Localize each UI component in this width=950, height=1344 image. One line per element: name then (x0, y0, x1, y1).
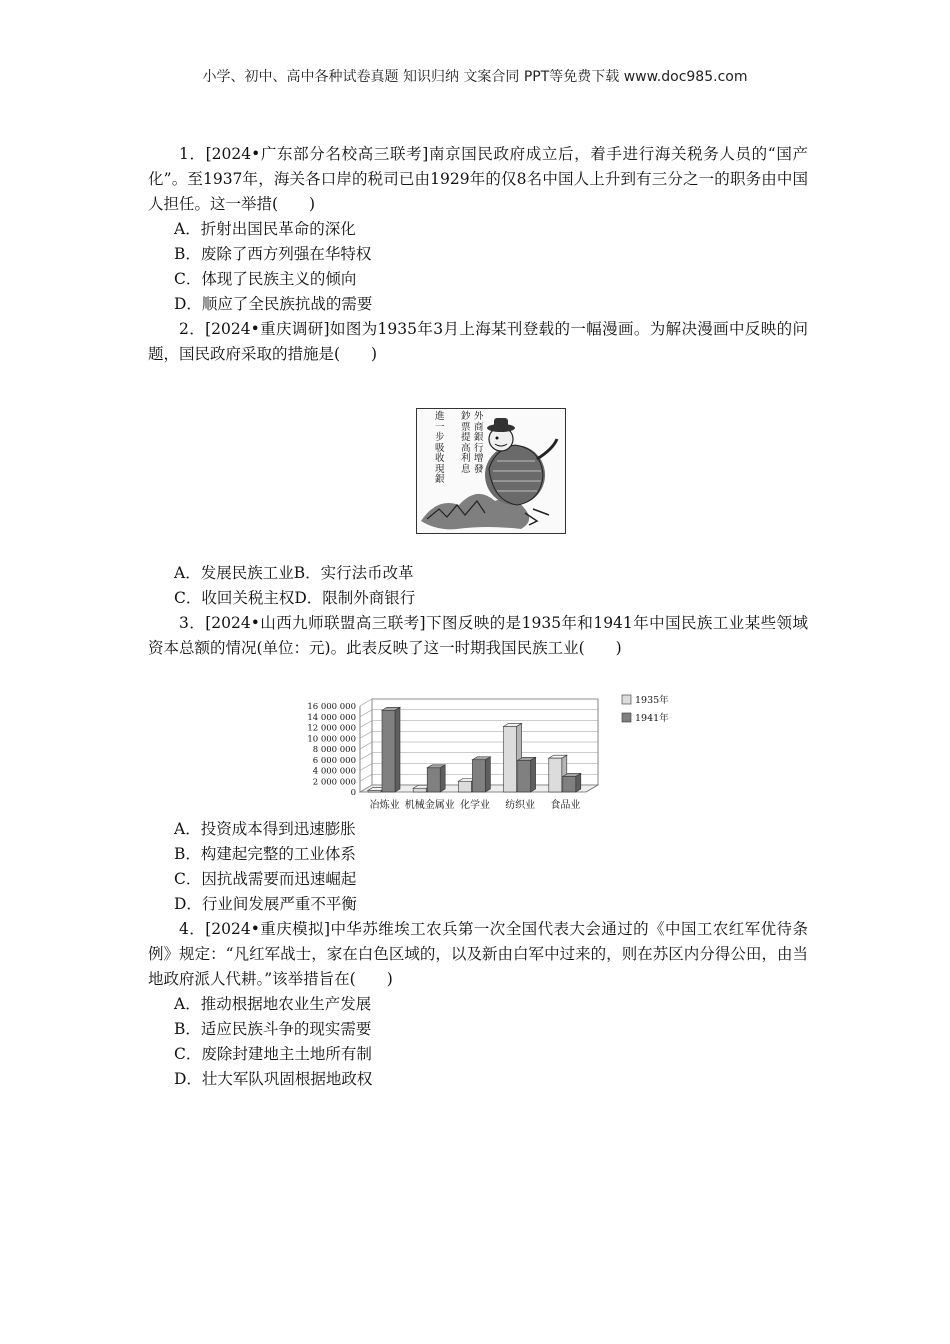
chart-bar-side (485, 757, 490, 792)
chart-y-tick-label: 0 (350, 788, 356, 798)
question-1-option-a: A．折射出国民革命的深化 (174, 220, 356, 238)
chart-bar (458, 781, 471, 792)
cartoon-caption-2: 鈔票提高利息 (461, 411, 471, 475)
chart-x-tick-label: 化学业 (460, 800, 490, 811)
chart-bar (504, 726, 517, 792)
chart-x-tick-label: 纺织业 (505, 800, 536, 811)
capital-bar-chart (148, 661, 808, 811)
chart-y-tick-label: 10 000 000 (307, 734, 356, 745)
chart-y-tick-label: 14 000 000 (307, 712, 356, 723)
chart-gridline-side (360, 764, 372, 771)
chart-y-tick-label: 8 000 000 (312, 745, 356, 755)
chart-legend-swatch (622, 695, 631, 704)
chart-bar (413, 788, 426, 792)
chart-gridline-side (360, 699, 372, 706)
question-2-option-ab: A．发展民族工业B．实行法币改革 (174, 564, 414, 582)
question-list (148, 142, 808, 1092)
chart-x-tick-label: 食品业 (550, 800, 581, 811)
question-3-option-a: A．投资成本得到迅速膨胀 (174, 820, 356, 838)
cartoon-image (416, 408, 566, 534)
question-1-option-c: C．体现了民族主义的倾向 (174, 270, 357, 288)
question-1-option-d: D．顺应了全民族抗战的需要 (174, 295, 373, 313)
chart-y-tick-label: 6 000 000 (312, 755, 356, 766)
chart-bar (549, 758, 562, 792)
cartoon-caption-3: 進一步吸收現銀 (435, 411, 445, 485)
chart-gridline-side (360, 731, 372, 738)
chart-y-tick-label: 16 000 000 (307, 702, 356, 712)
chart-x-tick-label: 机械金属业 (404, 800, 455, 811)
chart-bar-side (531, 757, 536, 792)
question-4-option-b: B．适应民族斗争的现实需要 (174, 1020, 372, 1038)
chart-bar (563, 776, 576, 792)
chart-bar (427, 768, 440, 792)
chart-bar (518, 760, 531, 792)
question-1-stem: 1．[2024•广东部分名校高三联考]南京国民政府成立后，着手进行海关税务人员的“国产化”。至1937年，海关各口岸的税司已由1929年的仅8名中国人上升到有三分之一的职务由中国人担任。这一举措( ) (148, 145, 808, 213)
cartoon-figure (148, 367, 808, 561)
question-4-option-d: D．壮大军队巩固根据地政权 (174, 1070, 373, 1088)
cartoon-caption-1: 外商銀行增發 (474, 411, 484, 475)
question-3-option-c: C．因抗战需要而迅速崛起 (174, 870, 357, 888)
chart-gridline-side (360, 721, 372, 728)
chart-bar (472, 760, 485, 792)
question-4-option-c: C．废除封建地主土地所有制 (174, 1045, 372, 1063)
question-2-stem: 2．[2024•重庆调研]如图为1935年3月上海某刊登载的一幅漫画。为解决漫画中反映的问题，国民政府采取的措施是( ) (148, 320, 808, 363)
chart-gridline-side (360, 742, 372, 749)
chart-y-tick-label: 2 000 000 (312, 777, 356, 788)
chart-bar-side (395, 707, 400, 792)
question-4-option-a: A．推动根据地农业生产发展 (174, 995, 372, 1013)
chart-y-tick-label: 12 000 000 (307, 723, 356, 734)
chart-legend-label: 1935年 (635, 695, 669, 706)
chart-y-tick-label: 4 000 000 (312, 766, 356, 777)
question-1-option-b: B．废除了西方列强在华特权 (174, 245, 372, 263)
chart-legend-swatch (622, 713, 631, 722)
question-2-option-cd: C．收回关税主权D．限制外商银行 (174, 589, 416, 607)
capital-chart (148, 661, 808, 811)
question-3-option-d: D．行业间发展严重不平衡 (174, 895, 357, 913)
chart-x-tick-label: 冶炼业 (369, 800, 400, 811)
chart-bar (382, 710, 395, 792)
chart-gridline-side (360, 753, 372, 760)
page-header: 小学、初中、高中各种试卷真题 知识归纳 文案合同 PPT等免费下载 www.doc985.com (202, 69, 748, 85)
chart-gridline-side (360, 774, 372, 781)
chart-bar-side (440, 765, 445, 792)
chart-gridline-side (360, 710, 372, 717)
question-4-stem: 4．[2024•重庆模拟]中华苏维埃工农兵第一次全国代表大会通过的《中国工农红军优待条例》规定：“凡红军战士，家在白色区域的，以及新由白军中过来的，则在苏区内分得公田，由当地政府派人代耕。”该举措旨在( ) (148, 920, 808, 988)
question-3-stem: 3．[2024•山西九师联盟高三联考]下图反映的是1935年和1941年中国民族工业某些领域资本总额的情况(单位：元)。此表反映了这一时期我国民族工业( ) (148, 614, 808, 657)
question-3-option-b: B．构建起完整的工业体系 (174, 845, 356, 863)
chart-legend-label: 1941年 (635, 713, 669, 724)
chart-bar (368, 790, 381, 792)
